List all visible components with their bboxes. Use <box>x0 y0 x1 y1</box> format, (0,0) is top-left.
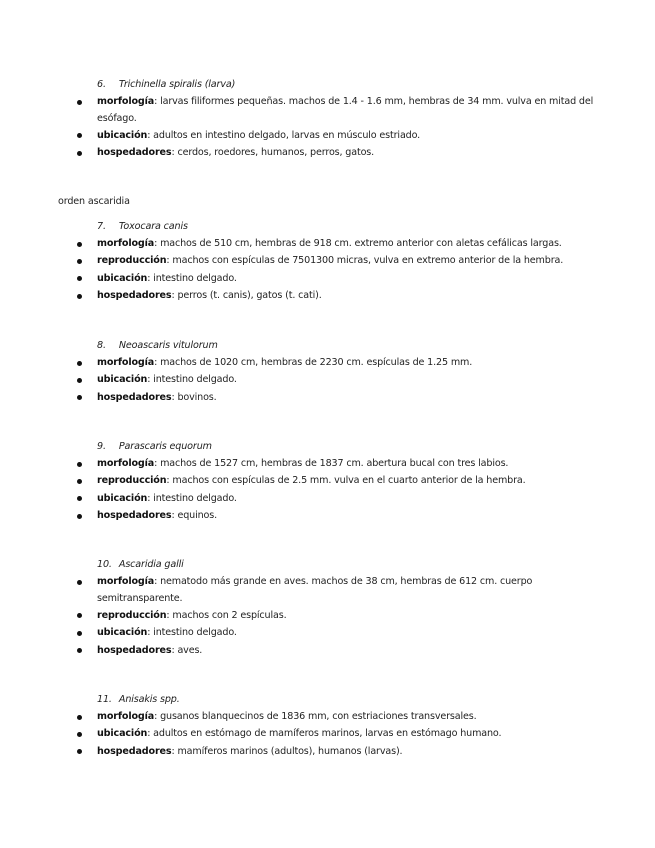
item-text: : intestino delgado. <box>147 374 237 386</box>
bullet-icon <box>77 514 82 519</box>
section-title: Toxocara canis <box>118 221 188 232</box>
section-heading-anisakis <box>97 694 180 705</box>
section-number: 6. <box>97 79 106 90</box>
list-item <box>0 390 602 407</box>
bullet-icon <box>77 732 82 737</box>
section-heading-neoascaris <box>97 340 218 351</box>
section-list-trichinella <box>0 94 655 163</box>
section-number: 9. <box>97 441 106 452</box>
item-text: : intestino delgado. <box>147 272 237 284</box>
item-text: : aves. <box>171 644 203 656</box>
item-text: : intestino delgado. <box>147 492 237 504</box>
bullet-icon <box>77 294 82 299</box>
item-label: morfología <box>97 238 155 249</box>
list-item <box>0 608 602 625</box>
item-text: : machos de 510 cm, hembras de 918 cm. extremo anterior con aletas cefálicas largas. <box>154 238 562 249</box>
item-label: ubicación <box>97 627 148 639</box>
item-label: ubicación <box>97 728 148 740</box>
item-label: morfología <box>97 96 155 107</box>
section-list-ascaridia <box>0 574 655 660</box>
list-item <box>0 574 602 607</box>
item-label: hospedadores <box>97 290 172 302</box>
item-label: hospedadores <box>97 745 172 757</box>
section-heading-trichinella <box>97 79 235 90</box>
section-number: 8. <box>97 340 106 351</box>
list-item <box>0 508 602 525</box>
item-text: : adultos en intestino delgado, larvas en músculo estriado. <box>147 129 421 141</box>
item-label: hospedadores <box>97 644 172 656</box>
item-label: hospedadores <box>97 391 172 403</box>
item-label: morfología <box>97 711 155 722</box>
item-text: : perros (t. canis), gatos (t. cati). <box>171 290 322 302</box>
section-list-anisakis <box>0 709 655 761</box>
bullet-icon <box>77 242 82 247</box>
bullet-icon <box>77 361 82 366</box>
section-heading-ascaridia <box>97 559 184 570</box>
bullet-icon <box>77 580 82 585</box>
item-label: morfología <box>97 357 155 368</box>
bullet-icon <box>77 496 82 501</box>
section-number: 10. <box>97 559 112 570</box>
list-item <box>0 372 602 389</box>
bullet-icon <box>77 613 82 618</box>
list-item <box>0 643 602 660</box>
item-text: : adultos en estómago de mamíferos marinos, larvas en estómago humano. <box>147 728 502 740</box>
section-title: Anisakis spp. <box>118 694 180 705</box>
bullet-icon <box>77 259 82 264</box>
item-label: morfología <box>97 458 155 469</box>
bullet-icon <box>77 276 82 281</box>
section-list-toxocara <box>0 236 655 306</box>
list-item <box>0 128 602 145</box>
bullet-icon <box>77 462 82 467</box>
bullet-icon <box>77 151 82 156</box>
item-text: : gusanos blanquecinos de 1836 mm, con estriaciones transversales. <box>154 711 477 722</box>
item-label: hospedadores <box>97 510 172 522</box>
list-item <box>0 355 602 372</box>
item-label: ubicación <box>97 374 148 386</box>
bullet-icon <box>77 395 82 400</box>
item-text: : intestino delgado. <box>147 627 237 639</box>
list-item <box>0 625 602 642</box>
item-text: : cerdos, roedores, humanos, perros, gatos. <box>171 147 375 159</box>
list-item <box>0 288 602 305</box>
item-text: : machos de 1527 cm, hembras de 1837 cm. abertura bucal con tres labios. <box>154 458 509 469</box>
list-item <box>0 709 602 726</box>
item-text: : bovinos. <box>171 391 217 403</box>
list-item <box>0 94 602 127</box>
item-text: : machos de 1020 cm, hembras de 2230 cm. espículas de 1.25 mm. <box>154 357 473 368</box>
bullet-icon <box>77 715 82 720</box>
item-label: ubicación <box>97 129 148 141</box>
section-title: Parascaris equorum <box>118 441 212 452</box>
list-item <box>0 253 602 270</box>
list-item <box>0 726 602 743</box>
order-label: orden ascaridia <box>58 196 130 207</box>
item-text: : machos con espículas de 7501300 micras, vulva en extremo anterior de la hembra. <box>166 255 564 267</box>
item-label: morfología <box>97 576 155 587</box>
item-text: : nematodo más grande en aves. machos de 38 cm, hembras de 612 cm. cuerpo semitransparente. <box>97 576 533 604</box>
bullet-icon <box>77 133 82 138</box>
section-title: Ascaridia galli <box>118 559 184 570</box>
bullet-icon <box>77 631 82 636</box>
item-label: ubicación <box>97 492 148 504</box>
item-label: reproducción <box>97 609 167 621</box>
section-heading-parascaris <box>97 441 212 452</box>
list-item <box>0 145 602 162</box>
list-item <box>0 236 602 253</box>
item-text: : machos con espículas de 2.5 mm. vulva en el cuarto anterior de la hembra. <box>166 475 526 487</box>
item-label: hospedadores <box>97 147 172 159</box>
item-text: : mamíferos marinos (adultos), humanos (larvas). <box>171 745 403 757</box>
section-list-neoascaris <box>0 355 655 407</box>
section-title: Neoascaris vitulorum <box>118 340 218 351</box>
item-text: : larvas filiformes pequeñas. machos de 1.4 - 1.6 mm, hembras de 34 mm. vulva en mitad del esófago. <box>97 96 594 124</box>
item-text: : machos con 2 espículas. <box>166 609 287 621</box>
section-list-parascaris <box>0 456 655 526</box>
item-text: : equinos. <box>171 510 217 522</box>
section-title: Trichinella spiralis (larva) <box>118 79 236 90</box>
list-item <box>0 271 602 288</box>
list-item <box>0 473 602 490</box>
item-label: ubicación <box>97 272 148 284</box>
list-item <box>0 491 602 508</box>
section-number: 7. <box>97 221 106 232</box>
section-number: 11. <box>97 694 112 705</box>
item-label: reproducción <box>97 255 167 267</box>
bullet-icon <box>77 749 82 754</box>
bullet-icon <box>77 100 82 105</box>
bullet-icon <box>77 648 82 653</box>
list-item <box>0 744 602 761</box>
bullet-icon <box>77 479 82 484</box>
list-item <box>0 456 602 473</box>
item-label: reproducción <box>97 475 167 487</box>
section-heading-toxocara <box>97 221 188 232</box>
bullet-icon <box>77 378 82 383</box>
